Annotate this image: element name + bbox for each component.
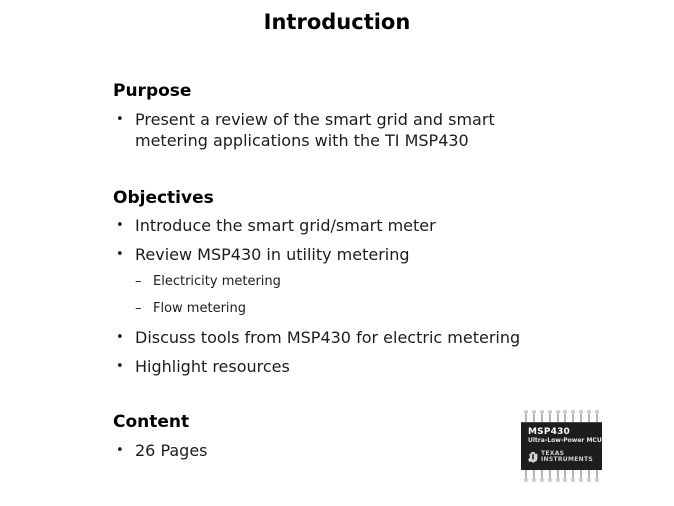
content-heading: Content <box>113 412 190 432</box>
chip-pin <box>557 414 559 422</box>
chip-pin <box>596 414 598 422</box>
msp430-chip-image <box>521 410 602 482</box>
chip-pin <box>533 470 535 478</box>
chip-name-label: MSP430 <box>528 427 571 437</box>
list-item <box>113 215 583 236</box>
list-item-text: Present a review of the smart grid and smart metering applications with the TI MSP430 <box>135 110 495 150</box>
list-item-text: 26 Pages <box>135 441 208 460</box>
list-item <box>113 327 583 348</box>
list-item <box>113 244 583 265</box>
chip-brand-text <box>541 451 593 463</box>
bullet-icon: • <box>116 112 124 127</box>
chip-pin <box>525 470 527 478</box>
purpose-list <box>113 109 545 159</box>
chip-brand <box>528 451 602 463</box>
ti-logo-icon <box>528 452 538 463</box>
chip-pin <box>525 414 527 422</box>
chip-pin <box>572 414 574 422</box>
chip-pin <box>541 470 543 478</box>
objectives-heading: Objectives <box>113 188 214 208</box>
chip-pin <box>572 470 574 478</box>
chip-brand-line1: TEXAS <box>541 450 565 457</box>
chip-pins-top <box>521 410 602 422</box>
chip-pin <box>580 470 582 478</box>
chip-pin <box>533 414 535 422</box>
objectives-list <box>113 215 583 385</box>
list-item-text: Flow metering <box>153 301 247 316</box>
bullet-icon: • <box>116 218 124 233</box>
list-item-sub <box>135 300 583 318</box>
list-item <box>113 440 413 461</box>
bullet-icon: • <box>116 330 124 345</box>
list-item-text: Electricity metering <box>153 274 281 289</box>
chip-pins-bottom <box>521 470 602 482</box>
list-item <box>113 109 545 151</box>
dash-icon: – <box>135 274 142 289</box>
list-item <box>113 356 583 377</box>
chip-pin <box>588 470 590 478</box>
chip-pin <box>557 470 559 478</box>
list-item-text: Discuss tools from MSP430 for electric metering <box>135 328 521 347</box>
content-list <box>113 440 413 469</box>
slide-title: Introduction <box>263 10 411 34</box>
list-item-text: Introduce the smart grid/smart meter <box>135 216 436 235</box>
chip-pin <box>564 470 566 478</box>
bullet-icon: • <box>116 443 124 458</box>
chip-pin <box>549 414 551 422</box>
chip-subtitle-label: Ultra-Low-Power MCU <box>528 437 602 444</box>
list-item-sub <box>135 273 583 291</box>
chip-body <box>521 422 602 470</box>
chip-pin <box>541 414 543 422</box>
chip-pin <box>588 414 590 422</box>
bullet-icon: • <box>116 247 124 262</box>
chip-pin <box>564 414 566 422</box>
bullet-icon: • <box>116 359 124 374</box>
dash-icon: – <box>135 301 142 316</box>
chip-pin <box>580 414 582 422</box>
chip-brand-line2: INSTRUMENTS <box>541 456 593 463</box>
list-item-text: Review MSP430 in utility metering <box>135 245 410 264</box>
chip-pin <box>596 470 598 478</box>
purpose-heading: Purpose <box>113 81 192 101</box>
list-item-text: Highlight resources <box>135 357 290 376</box>
chip-pin <box>549 470 551 478</box>
